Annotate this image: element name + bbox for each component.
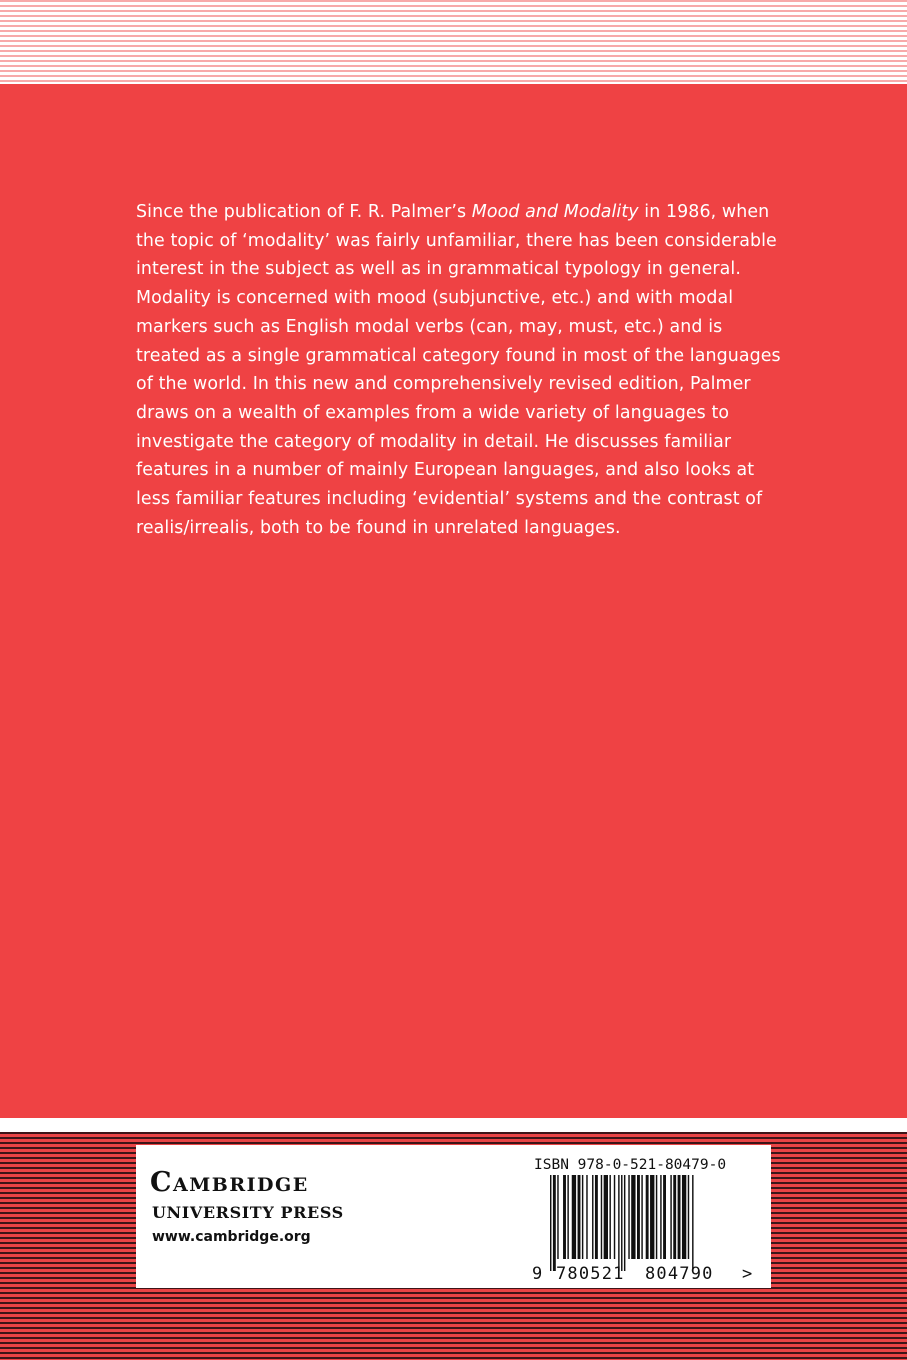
- barcode-bar: [624, 1175, 625, 1271]
- barcode-bar: [557, 1175, 558, 1259]
- barcode-bar: [601, 1175, 602, 1259]
- barcode-bar: [595, 1175, 598, 1259]
- barcode: [528, 1175, 758, 1283]
- barcode-bar: [631, 1175, 635, 1259]
- barcode-bar: [609, 1175, 610, 1259]
- barcode-bar: [673, 1175, 676, 1259]
- barcode-bar: [582, 1175, 583, 1259]
- barcode-bar: [567, 1175, 568, 1259]
- barcode-bar: [614, 1175, 615, 1259]
- barcode-bar: [553, 1175, 556, 1271]
- publisher-barcode-panel: [136, 1145, 771, 1288]
- isbn-label: ISBN 978-0-521-80479-0: [534, 1157, 727, 1173]
- barcode-bar: [646, 1175, 649, 1259]
- publisher-subtitle: UNIVERSITY PRESS: [152, 1203, 344, 1222]
- barcode-lead-digit: 9: [532, 1264, 543, 1283]
- blurb-paragraph: [136, 198, 786, 542]
- top-stripe-band: [0, 0, 907, 84]
- barcode-bar: [641, 1175, 642, 1259]
- barcode-bar: [572, 1175, 576, 1259]
- blurb-book-title: Mood and Modality: [471, 202, 639, 222]
- barcode-digits-left: 780521: [556, 1264, 625, 1283]
- barcode-bars: [550, 1175, 694, 1271]
- barcode-bar: [618, 1175, 619, 1271]
- barcode-bar: [678, 1175, 681, 1259]
- barcode-bar: [688, 1175, 689, 1259]
- barcode-bar: [692, 1175, 693, 1271]
- barcode-bar: [650, 1175, 654, 1259]
- barcode-bar: [578, 1175, 581, 1259]
- barcode-bar: [663, 1175, 666, 1259]
- back-cover-blurb: [136, 198, 786, 542]
- barcode-quiet-zone-mark: >: [742, 1264, 753, 1283]
- barcode-bar: [621, 1175, 622, 1271]
- barcode-bar: [682, 1175, 686, 1259]
- barcode-bar: [628, 1175, 629, 1259]
- barcode-bar: [637, 1175, 640, 1259]
- barcode-bar: [604, 1175, 608, 1259]
- publisher-logo: Cambridge: [150, 1167, 309, 1198]
- barcode-bar: [550, 1175, 551, 1271]
- blurb-body: in 1986, when the topic of ‘modality’ was fairly unfamiliar, there has been considerable interest in the subject as well as in grammatical typology in general. Modality is concerned with mood (subjunctive, etc.) and with modal markers such as English modal verbs (can, may, must, etc.) and is treated as a single grammatical category found in most of the languages of the world. In this new and comprehensively revised edition, Palmer draws on a wealth of examples from a wide variety of languages to investigate the category of modality in detail. He discusses familiar features in a number of mainly European languages, and also looks at less familiar features including ‘evidential’ systems and the contrast of realis/irrealis, both to be found in unrelated languages.: [136, 202, 781, 538]
- white-divider: [0, 1118, 907, 1132]
- barcode-bar: [563, 1175, 566, 1259]
- barcode-digits-right: 804790: [645, 1264, 714, 1283]
- barcode-bar: [670, 1175, 671, 1259]
- barcode-bar: [660, 1175, 661, 1259]
- barcode-bar: [656, 1175, 657, 1259]
- blurb-intro: Since the publication of F. R. Palmer’s: [136, 202, 472, 222]
- publisher-url: www.cambridge.org: [152, 1229, 311, 1245]
- barcode-bar: [586, 1175, 587, 1259]
- barcode-bar: [592, 1175, 593, 1259]
